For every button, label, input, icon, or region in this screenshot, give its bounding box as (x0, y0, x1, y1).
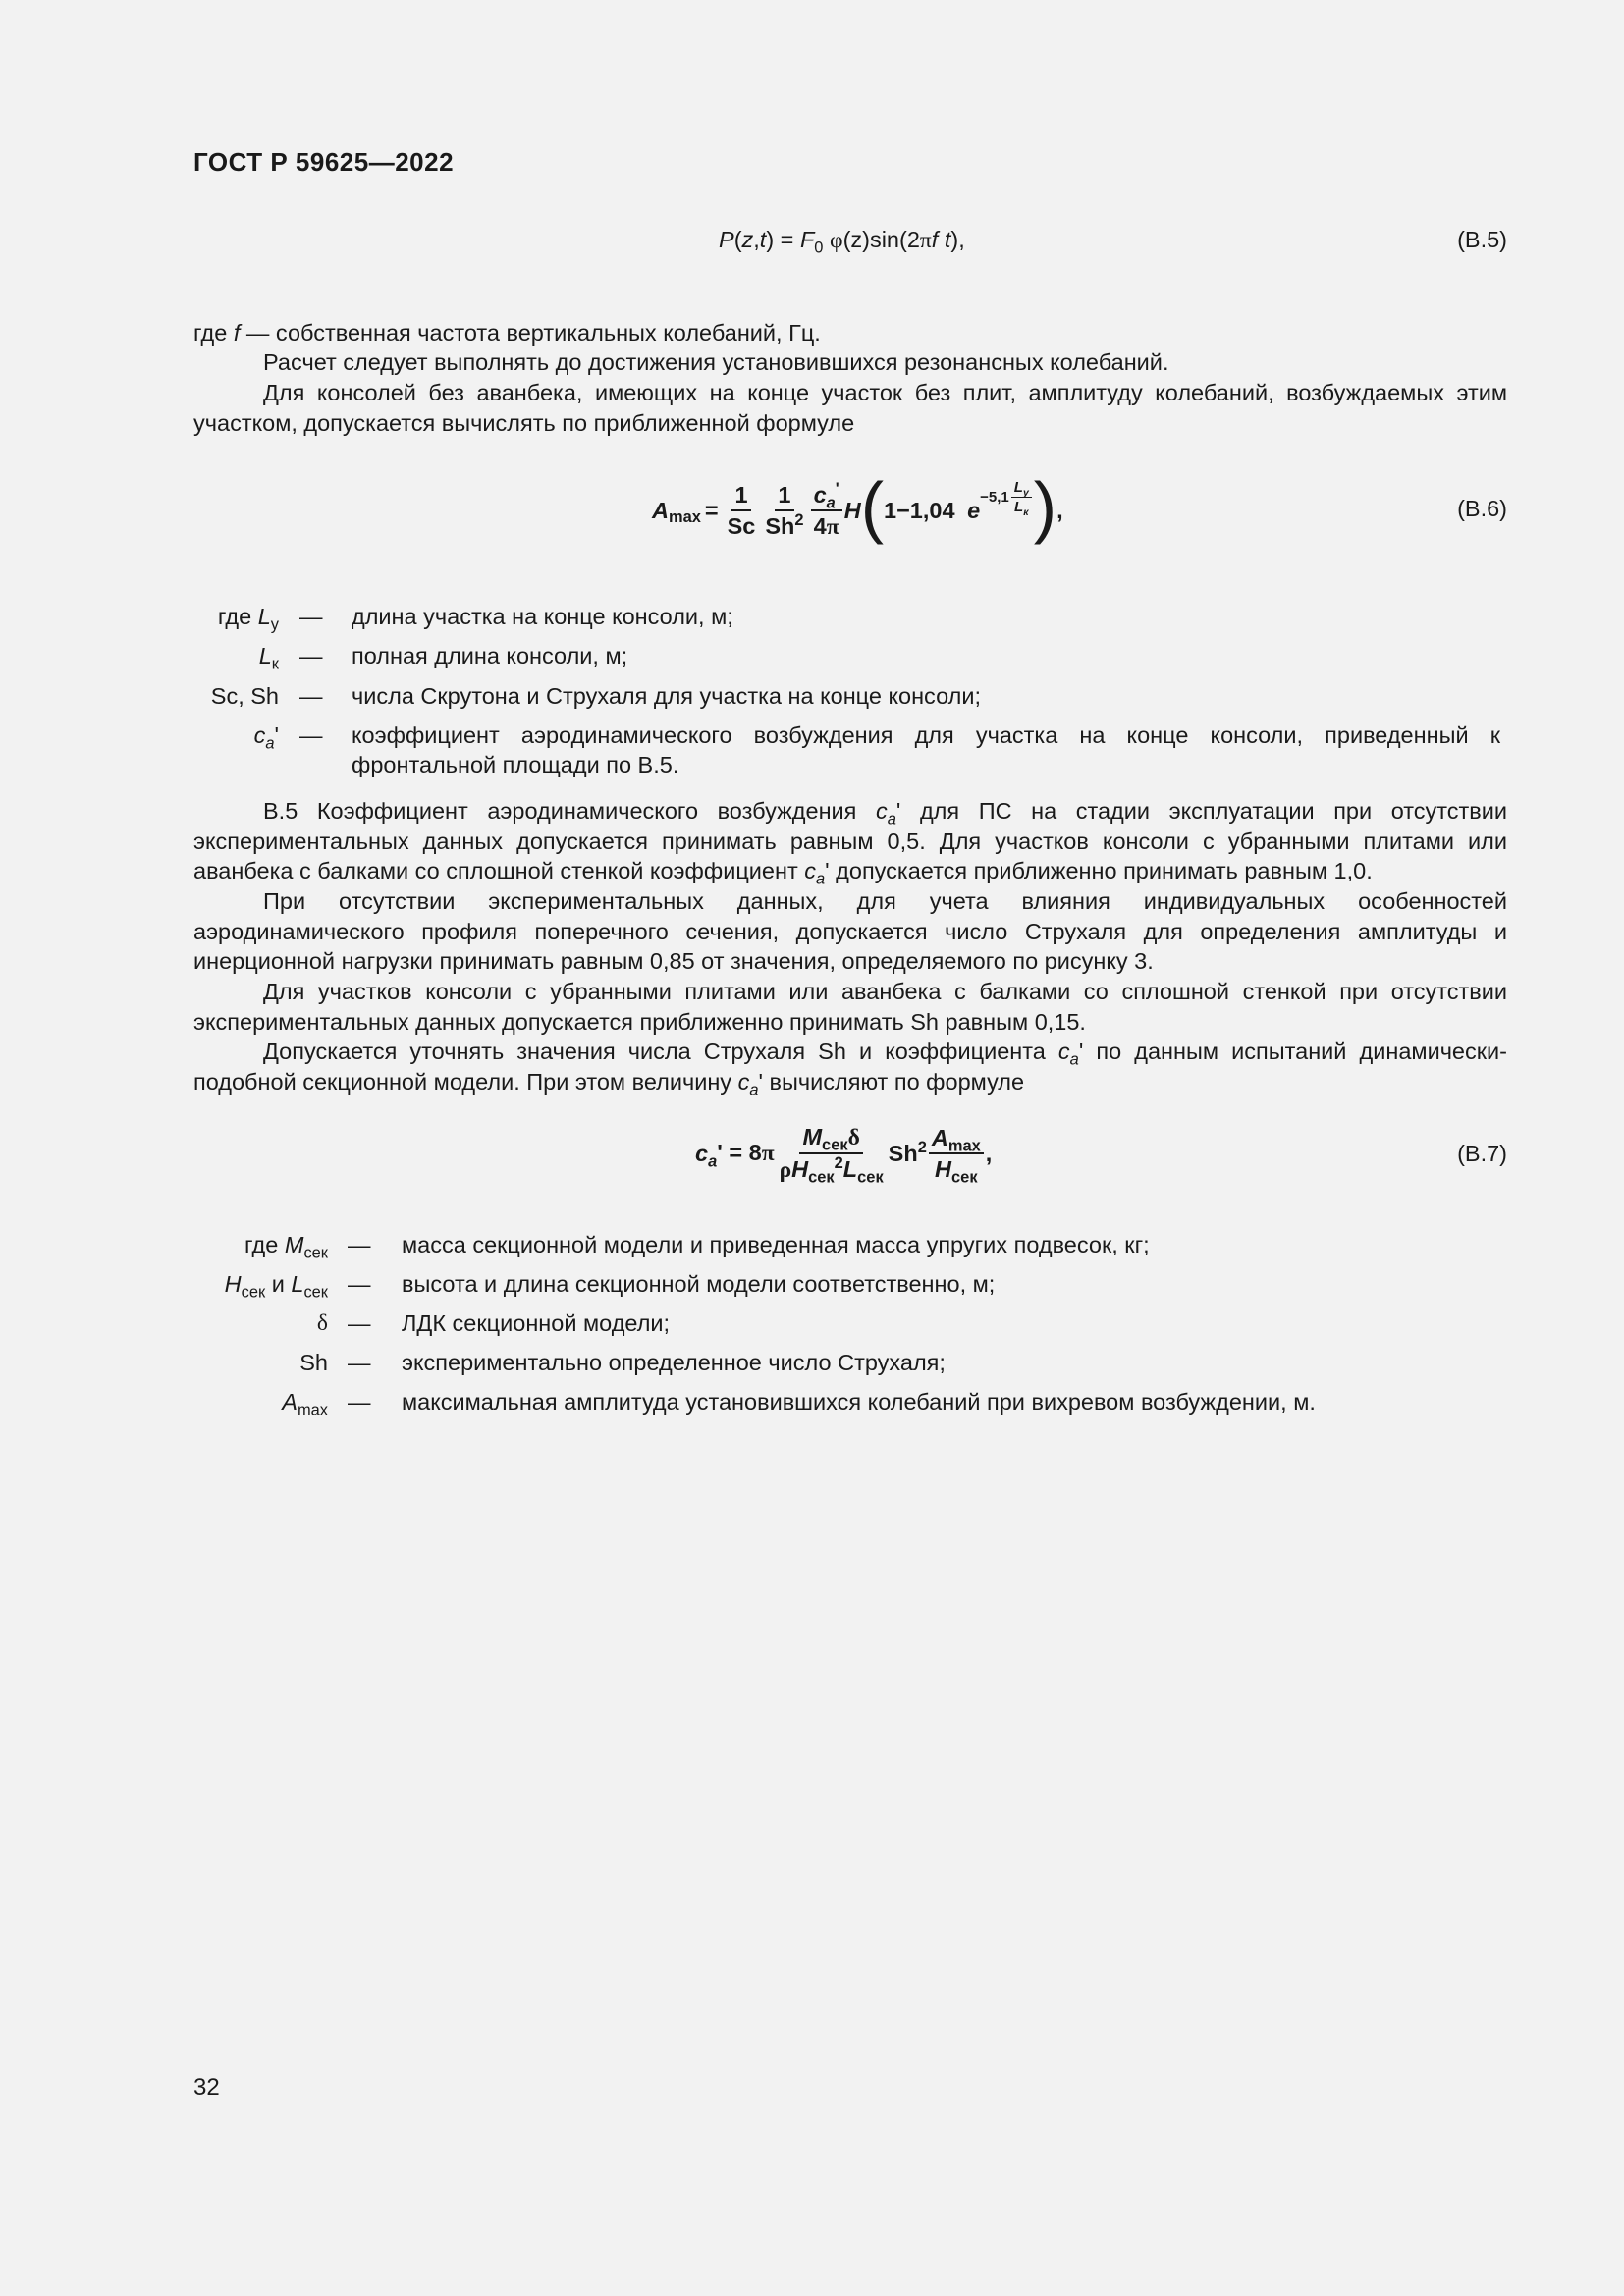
paragraph-removed-plates: Для участков консоли с убранными плитами или аванбека с балками со сплошной стенкой при отсутствии экспериментальных данных допускается приближенно принимать Sh равным 0,15. (193, 979, 1507, 1035)
paragraph-no-experimental-data: При отсутствии экспериментальных данных, для учета влияния индивидуальных особенностей аэродинамического профиля поперечного сечения, допускается число Струхаля для определения амплитуды и инерционной нагрузки принимать равным 0,85 от значения, определяемого по рисунку 3. (193, 888, 1507, 974)
page-number: 32 (193, 2074, 220, 2101)
equation-number-b6: (В.6) (1457, 496, 1507, 521)
formula-b6: A $_{max}$ = $\frac{1}{Sc}$ $\frac{1}{Sh^2}$ $\frac{c_a'}{4\pi}$ H ( 1−1,04 e −5,1 $\frac{L_y}{L_к}$ ) , (652, 468, 1063, 545)
formula-b5: $P(z,t) = F_0$ φ(z)sin(2πf t), (719, 227, 965, 257)
paragraph-b5: В.5 Коэффициент аэродинамического возбуждения $c_a'$ для ПС на стадии эксплуатации при отсутствии экспериментальных данных допускается принимать равным 0,5. Для участков консоли с убранными плитами или аванбека с балками со сплошной стенкой коэффициент $c_a'$ допускается приближенно принимать равным 1,0. (193, 798, 1508, 888)
paragraph-strouhal-refine: Допускается уточнять значения числа Струхаля Sh и коэффициента $c_a'$ по данным испытаний динамически-подобной секционной модели. При этом величину $c_a'$ вычисляют по формуле (193, 1039, 1507, 1099)
paragraph-calc: Расчет следует выполнять до достижения установившихся резонансных колебаний. (263, 349, 1169, 375)
formula-b7: $c_a$ ' = 8π $\frac{M_{сек}\delta}{\rho H_{сек}^2L_{сек}}$ Sh$^2$ $\frac{A_{max}}{H_{сек}}$ , (695, 1124, 993, 1187)
paragraph-consoles: Для консолей без аванбека, имеющих на конце участок без плит, амплитуду колебаний, возбуждаемых этим участком, допускается вычислять по приближенной формуле (193, 380, 1507, 436)
equation-number-b5: (В.5) (1457, 227, 1507, 252)
document-header: ГОСТ Р 59625—2022 (193, 147, 455, 177)
equation-number-b7: (В.7) (1457, 1141, 1507, 1166)
where-f-line: где f — собственная частота вертикальных колебаний, Гц. (193, 320, 821, 346)
